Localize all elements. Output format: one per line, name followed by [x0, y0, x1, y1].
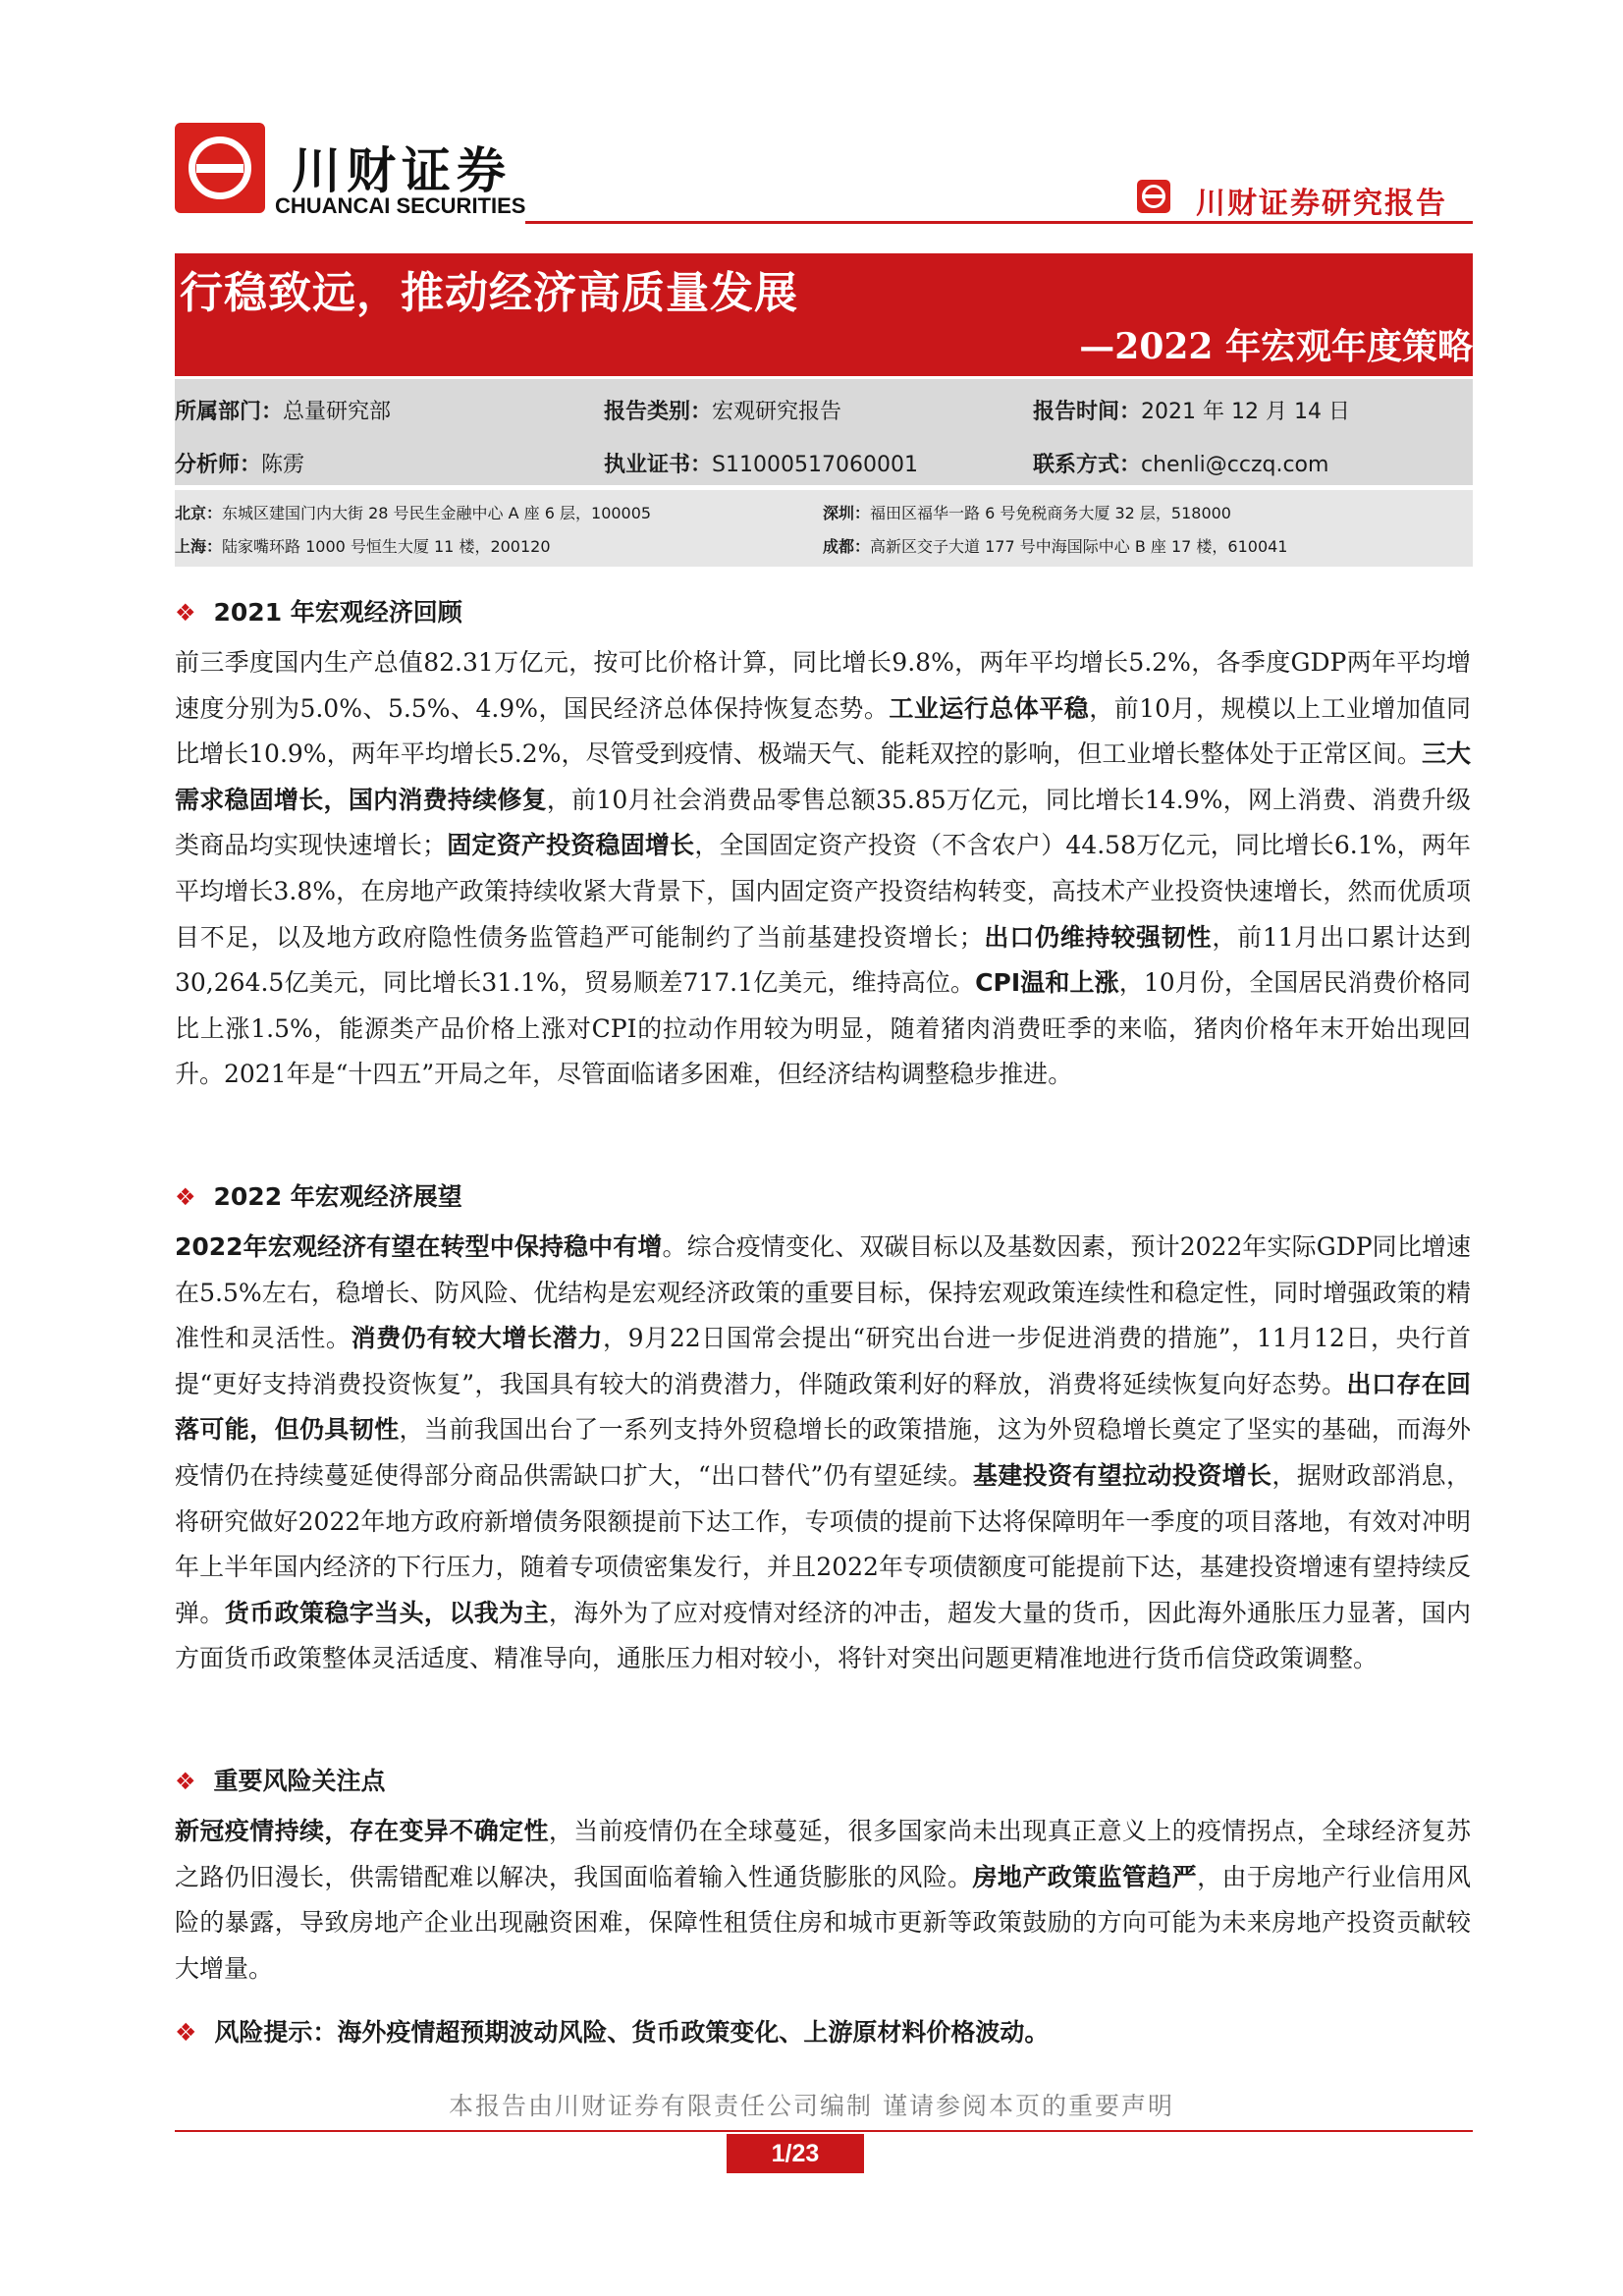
section-heading-2021-review: ❖ 2021 年宏观经济回顾	[175, 598, 462, 627]
diamond-bullet-icon: ❖	[175, 599, 196, 627]
contact-field: 联系方式：chenli@cczq.com	[1033, 453, 1329, 477]
type-field: 报告类别：宏观研究报告	[604, 400, 842, 424]
footer-statement: 本报告由川财证券有限责任公司编制 谨请参阅本页的重要声明	[449, 2092, 1174, 2120]
page-number: 1/23	[727, 2134, 864, 2173]
contact-email[interactable]: chenli@cczq.com	[1141, 453, 1329, 477]
address-chengdu: 成都：高新区交子大道 177 号中海国际中心 B 座 17 楼，610041	[823, 537, 1288, 556]
address-shenzhen: 深圳：福田区福华一路 6 号免税商务大厦 32 层，518000	[823, 504, 1231, 522]
logo-english-name: CHUANCAI SECURITIES	[275, 193, 526, 218]
diamond-bullet-icon: ❖	[175, 1183, 196, 1211]
address-shanghai: 上海：陆家嘴环路 1000 号恒生大厦 11 楼，200120	[175, 537, 551, 556]
logo-mark-icon	[175, 123, 265, 213]
cert-field: 执业证书：S1100051706000​1	[604, 453, 918, 477]
section-heading-risks: ❖ 重要风险关注点	[175, 1767, 386, 1795]
address-beijing: 北京：东城区建国门内大街 28 号民生金融中心 A 座 6 层，100005	[175, 504, 652, 522]
paragraph-2022-outlook: 2022年宏观经济有望在转型中保持稳中有增。综合疫情变化、双碳目标以及基数因素，预计2022年实际GDP同比增速在5.5%左右，稳增长、防风险、优结构是宏观经济政策的重要目标，保持宏观政策连续性和稳定性，同时增强政策的精准性和灵活性。消费仍有较大增长潜力，9月22日国常会提出“研究出台进一步促进消费的措施”，11月12日，央行首提“更好支持消费投资恢复”，我国具有较大的消费潜力，伴随政策利好的释放，消费将延续恢复向好态势。出口存在回落可能，但仍具韧性，当前我国出台了一系列支持外贸稳增长的政策措施，这为外贸稳增长奠定了坚实的基础，而海外疫情仍在持续蔓延使得部分商品供需缺口扩大，“出口替代”仍有望延续。基建投资有望拉动投资增长，据财政部消息，将研究做好2022年地方政府新增债务限额提前下达工作，专项债的提前下达将保障明年一季度的项目落地，有效对冲明年上半年国内经济的下行压力，随着专项债密集发行，并且2022年专项债额度可能提前下达，基建投资增速有望持续反弹。货币政策稳字当头，以我为主，海外为了应对疫情对经济的冲击，超发大量的货币，因此海外通胀压力显著，国内方面货币政策整体灵活适度、精准导向，通胀压力相对较小，将针对突出问题更精准地进行货币信贷政策调整。	[175, 1232, 1471, 1673]
dept-field: 所属部门：总量研究部	[175, 400, 392, 424]
report-title: 行稳致远，推动经济高质量发展	[180, 268, 798, 318]
office-addresses	[175, 490, 1473, 567]
diamond-bullet-icon: ❖	[175, 2018, 197, 2047]
header-divider	[525, 221, 1473, 224]
footer-divider	[175, 2130, 1473, 2132]
risk-tip: ❖ 风险提示：海外疫情超预期波动风险、货币政策变化、上游原材料价格波动。	[175, 2018, 1050, 2047]
diamond-bullet-icon: ❖	[175, 1768, 196, 1795]
logo-chinese-name: 川财证券	[292, 142, 512, 199]
report-series-title: 川财证券研究报告	[1196, 187, 1447, 221]
section-heading-2022-outlook: ❖ 2022 年宏观经济展望	[175, 1182, 462, 1211]
brand-small-icon	[1137, 180, 1170, 213]
time-field: 报告时间：2021 年 12 月 14 日	[1033, 400, 1350, 424]
report-info-box	[175, 379, 1473, 485]
analyst-field: 分析师：陈雳	[175, 453, 305, 477]
report-subtitle: —2022 年宏观年度策略	[1079, 326, 1473, 367]
paragraph-risks: 新冠疫情持续，存在变异不确定性，当前疫情仍在全球蔓延，很多国家尚未出现真正意义上的疫情拐点，全球经济复苏之路仍旧漫长，供需错配难以解决，我国面临着输入性通货膨胀的风险。房地产政策监管趋严，由于房地产行业信用风险的暴露，导致房地产企业出现融资困难，保障性租赁住房和城市更新等政策鼓励的方向可能为未来房地产投资贡献较大增量。	[175, 1817, 1471, 1983]
paragraph-2021-review: 前三季度国内生产总值82.31万亿元，按可比价格计算，同比增长9.8%，两年平均增长5.2%，各季度GDP两年平均增速度分别为5.0%、5.5%、4.9%，国民经济总体保持恢复态势。工业运行总体平稳，前10月，规模以上工业增加值同比增长10.9%，两年平均增长5.2%，尽管受到疫情、极端天气、能耗双控的影响，但工业增长整体处于正常区间。三大需求稳固增长，国内消费持续修复，前10月社会消费品零售总额35.85万亿元，同比增长14.9%，网上消费、消费升级类商品均实现快速增长；固定资产投资稳固增长，全国固定资产投资（不含农户）44.58万亿元，同比增长6.1%，两年平均增长3.8%，在房地产政策持续收紧大背景下，国内固定资产投资结构转变，高技术产业投资快速增长，然而优质项目不足，以及地方政府隐性债务监管趋严可能制约了当前基建投资增长；出口仍维持较强韧性，前11月出口累计达到30,264.5亿美元，同比增长31.1%，贸易顺差717.1亿美元，维持高位。CPI温和上涨，10月份，全国居民消费价格同比上涨1.5%，能源类产品价格上涨对CPI的拉动作用较为明显，随着猪肉消费旺季的来临，猪肉价格年末开始出现回升。2021年是“十四五”开局之年，尽管面临诸多困难，但经济结构调整稳步推进。	[175, 648, 1471, 1089]
